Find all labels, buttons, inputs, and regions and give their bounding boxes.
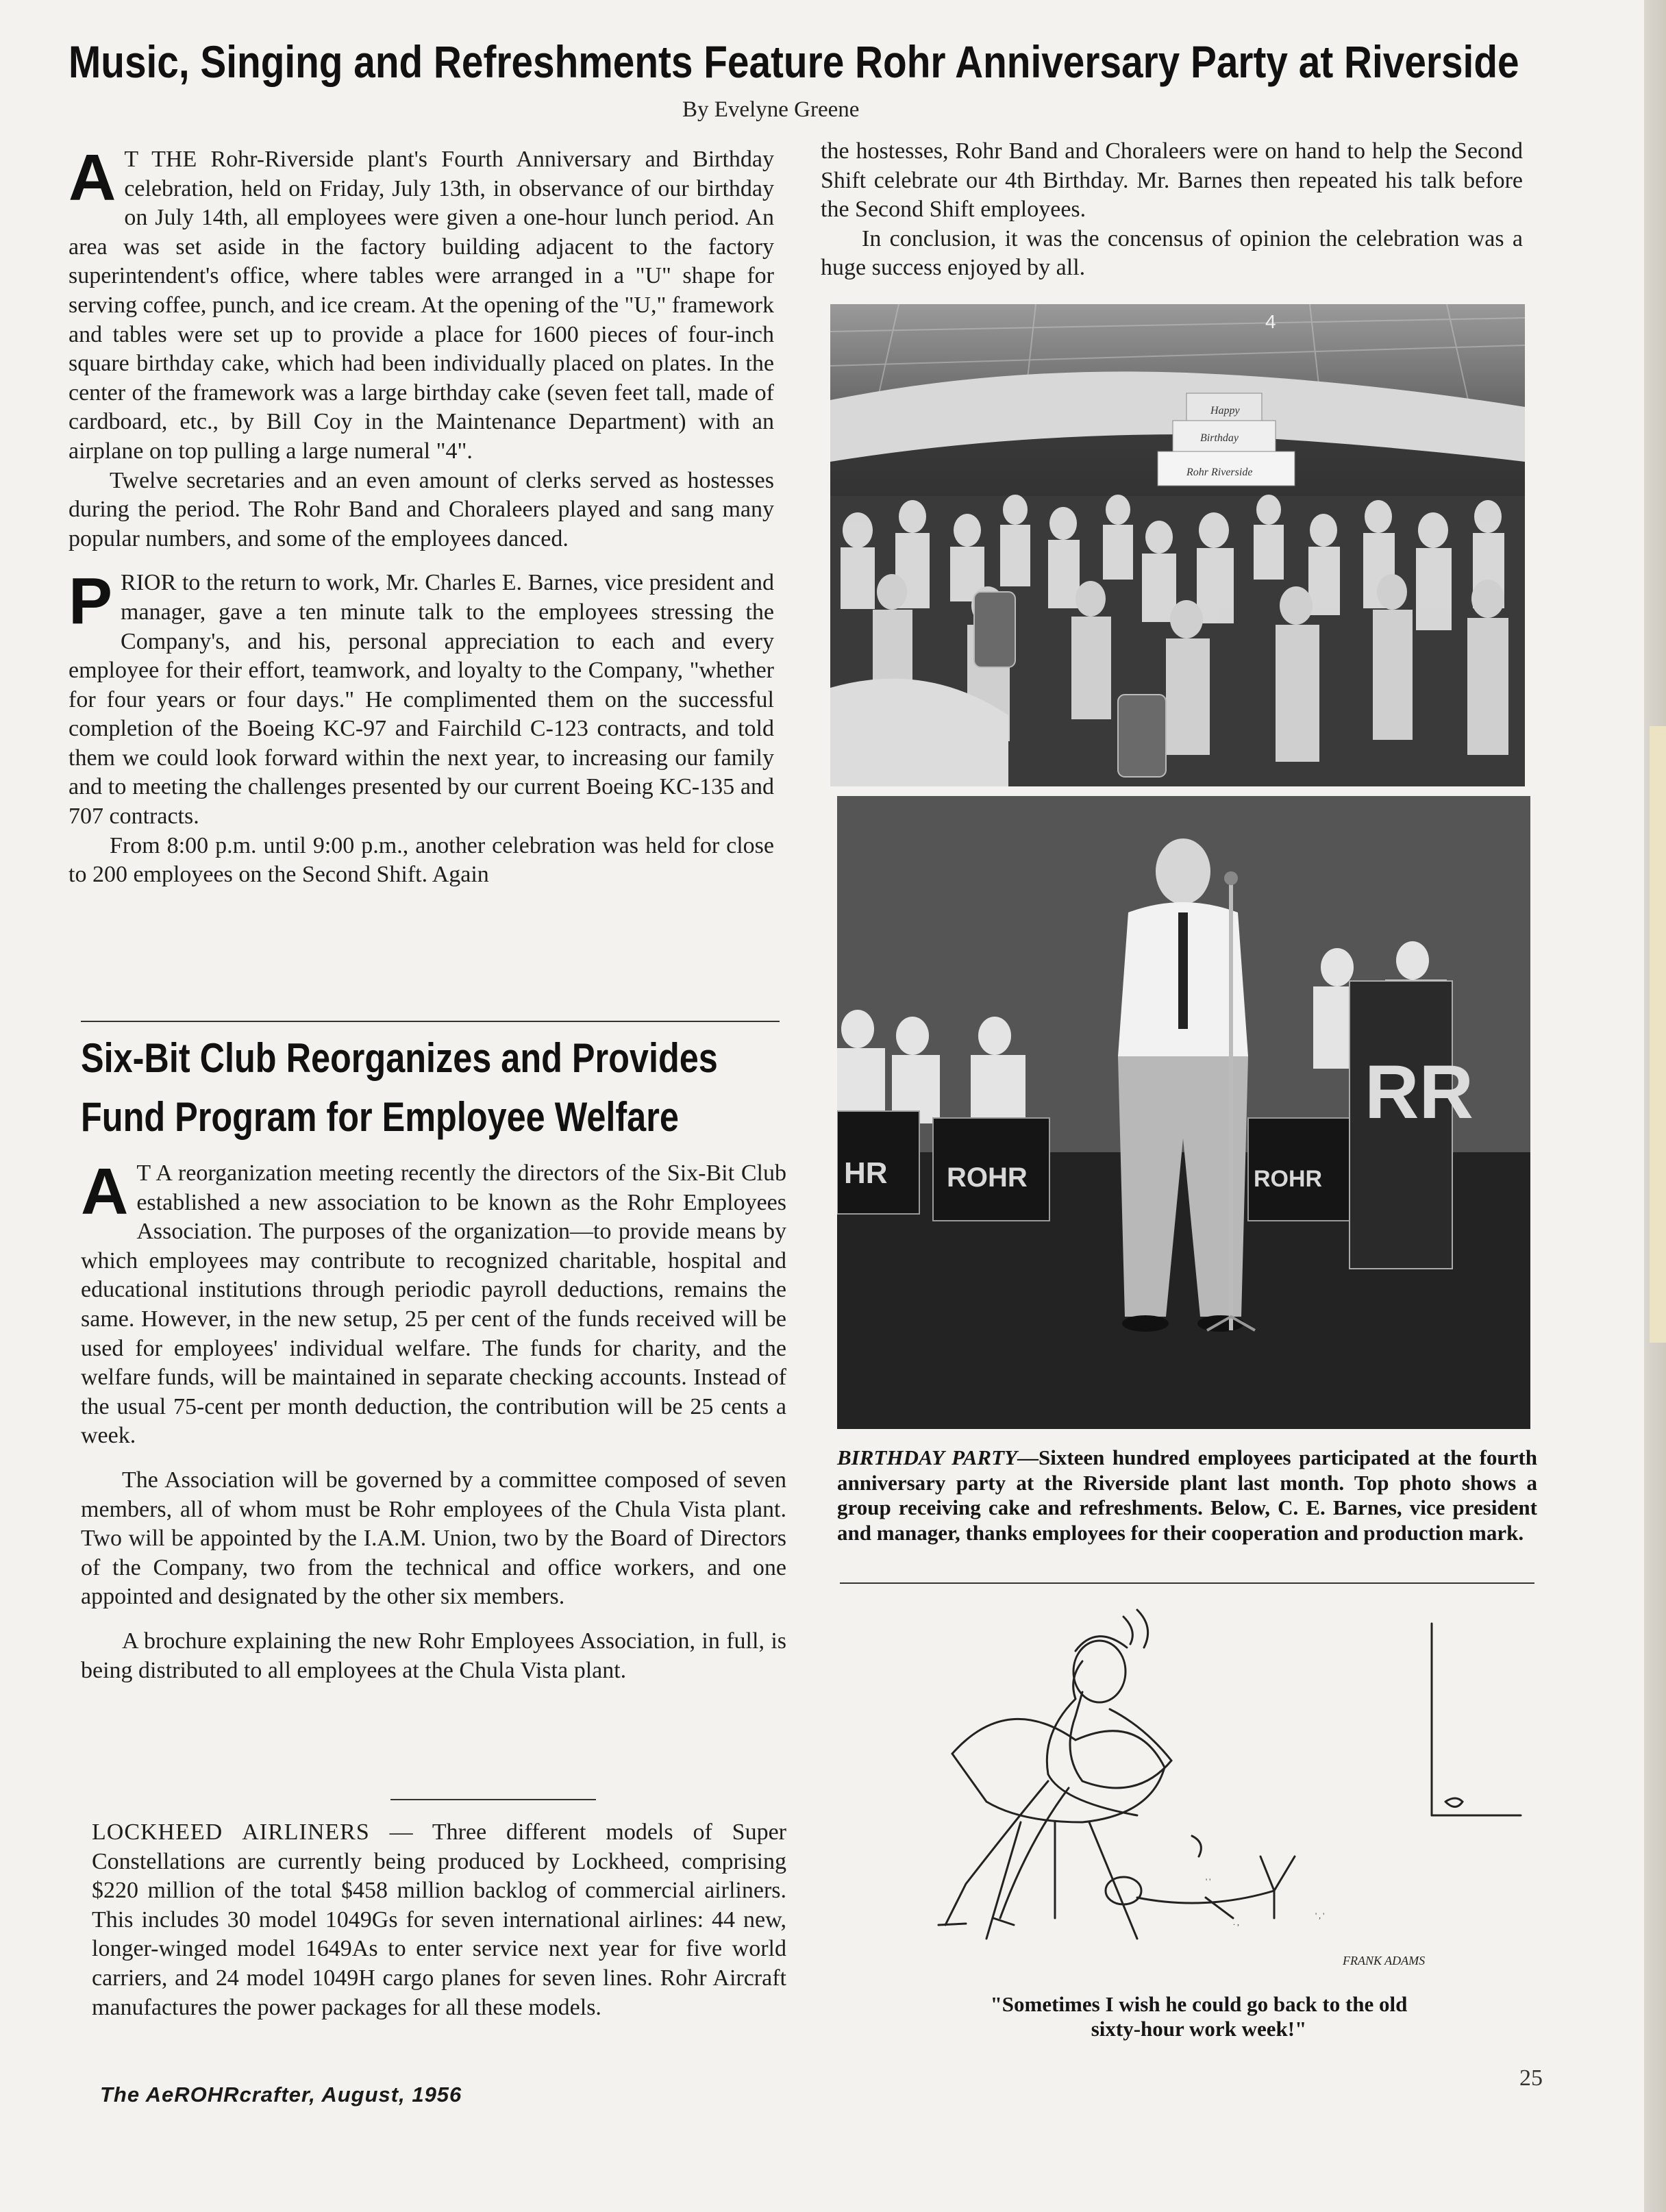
- paragraph-text: T THE Rohr-Riverside plant's Fourth Anniversary and Birthday celebration, held on Friday, July 13th, in observance of our birthday on July 14th, all employees were given a one-hour lunch period. An area was set aside in the factory building adjacent to the factory superintendent's office, where tables were arranged in a "U" shape for serving coffee, punch, and ice cream. At the opening of the "U," framework and tables were set up to provide a place for 1600 pieces of four-inch square birthday cake, which had been individually placed on plates. In the center of the framework was a large birthday cake (seven feet tall, made of cardboard, etc., by Bill Coy in the Maintenance Department) with an airplane on top pulling a large numeral "4".: [69, 147, 774, 464]
- subheading: [81, 1029, 780, 1147]
- paragraph-text: T A reorganization meeting recently the directors of the Six-Bit Club established a new association to be known as the Rohr Employees Association. The purposes of the organization—to provide means by which employees may contribute to recognized charitable, hospital and educational institutions through periodic payroll deductions, remains the same. However, in the new setup, 25 per cent of the funds received will be used for employees' individual welfare. The funds for charity, and the welfare funds, will be maintained in separate checking accounts. Instead of the usual 75-cent per month deduction, the contribution will be 25 cents a week.: [81, 1160, 786, 1449]
- paragraph: From 8:00 p.m. until 9:00 p.m., another celebration was held for close to 200 employees on the Second Shift. Again: [69, 832, 774, 888]
- page-title: Music, Singing and Refreshments Feature Rohr Anniversary Party at Riverside: [69, 36, 1519, 87]
- cartoon-caption: [891, 1992, 1507, 2041]
- svg-text:Birthday: Birthday: [1200, 432, 1239, 444]
- lead-in: LOCKHEED AIRLINERS: [92, 1819, 370, 1845]
- caption-lead: BIRTHDAY PARTY: [837, 1445, 1017, 1469]
- svg-text:RR: RR: [1365, 1050, 1474, 1134]
- byline: By Evelyne Greene: [682, 97, 860, 122]
- cartoon-caption-line: sixty-hour work week!": [1091, 2017, 1307, 2041]
- article-lockheed: [92, 1818, 786, 2022]
- photo-party-crowd: [830, 304, 1525, 786]
- svg-text:Rohr Riverside: Rohr Riverside: [1186, 467, 1253, 478]
- svg-text:. ,: . ,: [1233, 1917, 1239, 1927]
- page-tab: [1650, 726, 1666, 1343]
- divider: [390, 1799, 596, 1800]
- paragraph: Twelve secretaries and an even amount of clerks served as hostesses during the period. The Rohr Band and Choraleers played and sang many popular numbers, and some of the employees danced.: [69, 467, 774, 551]
- article-six-bit-club: [81, 1155, 786, 1685]
- paragraph-text: — Three different models of Super Constellations are currently being produced by Lockheed, comprising $220 million of the total $458 million backlog of commercial airliners. This includes 30 model 1049Gs for seven international airlines: 44 new, longer-winged model 1649As to enter service next year for five world carriers, and 24 model 1049H cargo planes for seven lines. Rohr Aircraft manufactures the power packages for all these models.: [92, 1819, 786, 2020]
- subheading-line: Six-Bit Club Reorganizes and Provides: [81, 1035, 718, 1081]
- subheading-line: Fund Program for Employee Welfare: [81, 1094, 679, 1140]
- divider: [840, 1582, 1534, 1584]
- crowd: [830, 495, 1525, 786]
- speech-photo-art: [837, 796, 1530, 1429]
- paragraph: A brochure explaining the new Rohr Employees Association, in full, is being distributed to all employees at the Chula Vista plant.: [81, 1628, 786, 1683]
- paragraph-text: RIOR to the return to work, Mr. Charles E. Barnes, vice president and manager, gave a ten minute talk to the employees stressing the Company's, and his, personal appreciation to each and every employee for their effort, teamwork, and loyalty to the Company, "whether for four years or four days." He complimented them on the successful completion of the Boeing KC-97 and Fairchild C-123 contracts, and told them we could look forward within the next year, to increasing our family and to meeting the challenges presented by our current Boeing KC-135 and 707 contracts.: [69, 570, 774, 830]
- svg-text:ROHR: ROHR: [1254, 1166, 1323, 1192]
- photo-barnes-speech: [837, 796, 1530, 1429]
- svg-text:HR: HR: [844, 1156, 888, 1190]
- svg-text:' ': ' ': [1206, 1876, 1211, 1886]
- paragraph: In conclusion, it was the concensus of opinion the celebration was a huge success enjoyed by all.: [821, 225, 1523, 281]
- svg-text:' , ': ' , ': [1315, 1911, 1325, 1920]
- paragraph: the hostesses, Rohr Band and Choraleers were on hand to help the Second Shift celebrate our 4th Birthday. Mr. Barnes then repeated his talk before the Second Shift employees.: [821, 138, 1523, 223]
- cartoon-art: [849, 1596, 1534, 1980]
- article-anniversary-left: [69, 141, 774, 890]
- paragraph: The Association will be governed by a committee composed of seven members, all of whom must be Rohr employees of the Chula Vista plant. Two will be appointed by the I.A.M. Union, two by the Board of Directors of the Company, two from the technical and office workers, and one appointed and designated by the other six members.: [81, 1467, 786, 1610]
- cartoon-signature: FRANK ADAMS: [1343, 1954, 1426, 1967]
- crowd-photo-art: [830, 304, 1525, 786]
- svg-text:4: 4: [1265, 311, 1276, 332]
- paragraph: [69, 141, 774, 467]
- page-number: 25: [1519, 2065, 1543, 2091]
- divider: [81, 1021, 780, 1022]
- paragraph: [92, 1818, 786, 2022]
- drop-cap: A: [81, 1155, 129, 1228]
- footer-publication: The AeROHRcrafter, August, 1956: [100, 2083, 462, 2107]
- cartoon-caption-line: "Sometimes I wish he could go back to the old: [990, 1992, 1408, 2016]
- article-anniversary-right: [821, 137, 1523, 283]
- caption-text: —Sixteen hundred employees participated at the fourth anniversary party at the Riverside plant last month. Top photo shows a group receiving cake and refreshments. Below, C. E. Barnes, vice president and manager, thanks employees for their cooperation and production mark.: [837, 1445, 1537, 1545]
- drop-cap: A: [69, 141, 116, 214]
- svg-text:Happy: Happy: [1210, 405, 1240, 417]
- photo-caption: [837, 1445, 1537, 1545]
- drop-cap: P: [69, 564, 113, 638]
- svg-text:ROHR: ROHR: [947, 1163, 1028, 1193]
- paragraph: [69, 564, 774, 831]
- paragraph: [81, 1155, 786, 1451]
- cartoon-illustration: [849, 1596, 1534, 1980]
